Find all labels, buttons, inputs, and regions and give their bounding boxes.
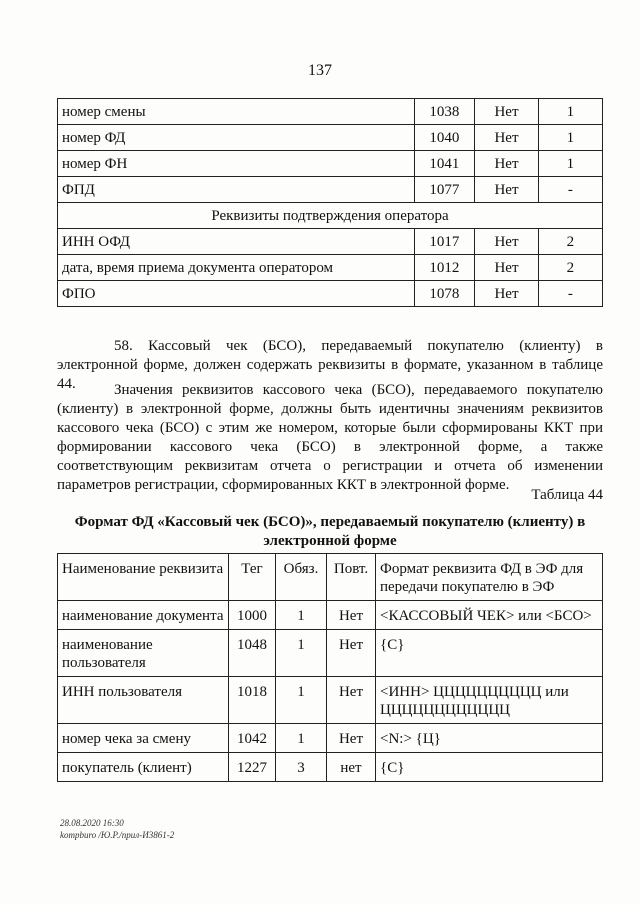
cell-name: наименование пользователя xyxy=(58,630,229,677)
cell-format: {С} xyxy=(376,753,603,782)
cell-required: Нет xyxy=(475,99,539,125)
cell-required: 1 xyxy=(276,630,327,677)
cell-tag: 1227 xyxy=(229,753,276,782)
cell-required: 1 xyxy=(276,601,327,630)
cell-repeat: 1 xyxy=(538,99,602,125)
cell-required: Нет xyxy=(475,151,539,177)
cell-repeat: Нет xyxy=(327,601,376,630)
cell-tag: 1017 xyxy=(414,229,475,255)
table-section-row xyxy=(58,203,603,229)
table-header-row xyxy=(58,554,603,601)
section-title: Реквизиты подтверждения оператора xyxy=(58,203,603,229)
cell-required: 1 xyxy=(276,724,327,753)
cell-required: Нет xyxy=(475,281,539,307)
cell-tag: 1040 xyxy=(414,125,475,151)
table-row xyxy=(58,753,603,782)
footer-timestamp: 28.08.2020 16:30 xyxy=(60,818,124,828)
table-row xyxy=(58,99,603,125)
header-format: Формат реквизита ФД в ЭФ для передачи покупателю в ЭФ xyxy=(376,554,603,601)
cell-tag: 1048 xyxy=(229,630,276,677)
cell-tag: 1042 xyxy=(229,724,276,753)
cell-name: номер смены xyxy=(58,99,415,125)
cell-repeat: 1 xyxy=(538,151,602,177)
footer-path: kompburo /Ю.Р./прил-И3861-2 xyxy=(60,830,175,840)
cell-required: 3 xyxy=(276,753,327,782)
paragraph-58: 58. Кассовый чек (БСО), передаваемый покупателю (клиенту) в электронной форме, должен содержать реквизиты в формате, указанном в таблице 44. xyxy=(57,338,603,392)
cell-required: Нет xyxy=(475,229,539,255)
cell-repeat: Нет xyxy=(327,630,376,677)
table-row xyxy=(58,724,603,753)
table-row xyxy=(58,177,603,203)
cell-tag: 1018 xyxy=(229,677,276,724)
header-name: Наименование реквизита xyxy=(58,554,229,601)
table-row xyxy=(58,601,603,630)
cell-required: 1 xyxy=(276,677,327,724)
cell-name: ФПО xyxy=(58,281,415,307)
cell-tag: 1038 xyxy=(414,99,475,125)
table-row xyxy=(58,151,603,177)
cell-repeat: нет xyxy=(327,753,376,782)
cell-format: {С} xyxy=(376,630,603,677)
table-row xyxy=(58,125,603,151)
requisites-table-continued xyxy=(57,98,603,307)
header-required: Обяз. xyxy=(276,554,327,601)
table-title: Формат ФД «Кассовый чек (БСО)», передаваемый покупателю (клиенту) в электронной форме xyxy=(74,514,586,549)
cell-repeat: 1 xyxy=(538,125,602,151)
cell-tag: 1000 xyxy=(229,601,276,630)
cell-format: <ИНН> ЦЦЦЦЦЦЦЦЦЦ или ЦЦЦЦЦЦЦЦЦЦЦЦ xyxy=(376,677,603,724)
cell-tag: 1077 xyxy=(414,177,475,203)
cell-name: ФПД xyxy=(58,177,415,203)
cell-repeat: - xyxy=(538,281,602,307)
cell-repeat: Нет xyxy=(327,677,376,724)
cell-format: <N:> {Ц} xyxy=(376,724,603,753)
table-row xyxy=(58,255,603,281)
header-repeat: Повт. xyxy=(327,554,376,601)
cell-name: наименование документа xyxy=(58,601,229,630)
cell-required: Нет xyxy=(475,125,539,151)
table-caption: Таблица 44 xyxy=(531,487,603,503)
cell-format: <КАССОВЫЙ ЧЕК> или <БСО> xyxy=(376,601,603,630)
page-number: 137 xyxy=(308,62,332,79)
cell-name: номер чека за смену xyxy=(58,724,229,753)
cell-repeat: - xyxy=(538,177,602,203)
table-row xyxy=(58,630,603,677)
table-44 xyxy=(57,553,603,782)
cell-tag: 1078 xyxy=(414,281,475,307)
cell-repeat: 2 xyxy=(538,255,602,281)
paragraph-values: Значения реквизитов кассового чека (БСО), передаваемого покупателю (клиенту) в электронной форме, должны быть идентичны значениям реквизитов кассового чека (БСО) с этим же номером, которые были сформированы ККТ при формировании кассового чека (БСО) в электронной форме, а также соответствующим реквизитам отчета о регистрации и отчета об изменении параметров регистрации, сформированных ККТ в электронной форме. xyxy=(57,382,603,493)
table-row xyxy=(58,229,603,255)
cell-name: ИНН пользователя xyxy=(58,677,229,724)
cell-tag: 1012 xyxy=(414,255,475,281)
cell-tag: 1041 xyxy=(414,151,475,177)
table-row xyxy=(58,677,603,724)
cell-name: ИНН ОФД xyxy=(58,229,415,255)
cell-name: покупатель (клиент) xyxy=(58,753,229,782)
cell-name: номер ФД xyxy=(58,125,415,151)
cell-repeat: Нет xyxy=(327,724,376,753)
cell-required: Нет xyxy=(475,255,539,281)
cell-repeat: 2 xyxy=(538,229,602,255)
cell-name: дата, время приема документа оператором xyxy=(58,255,415,281)
cell-name: номер ФН xyxy=(58,151,415,177)
cell-required: Нет xyxy=(475,177,539,203)
header-tag: Тег xyxy=(229,554,276,601)
table-row xyxy=(58,281,603,307)
